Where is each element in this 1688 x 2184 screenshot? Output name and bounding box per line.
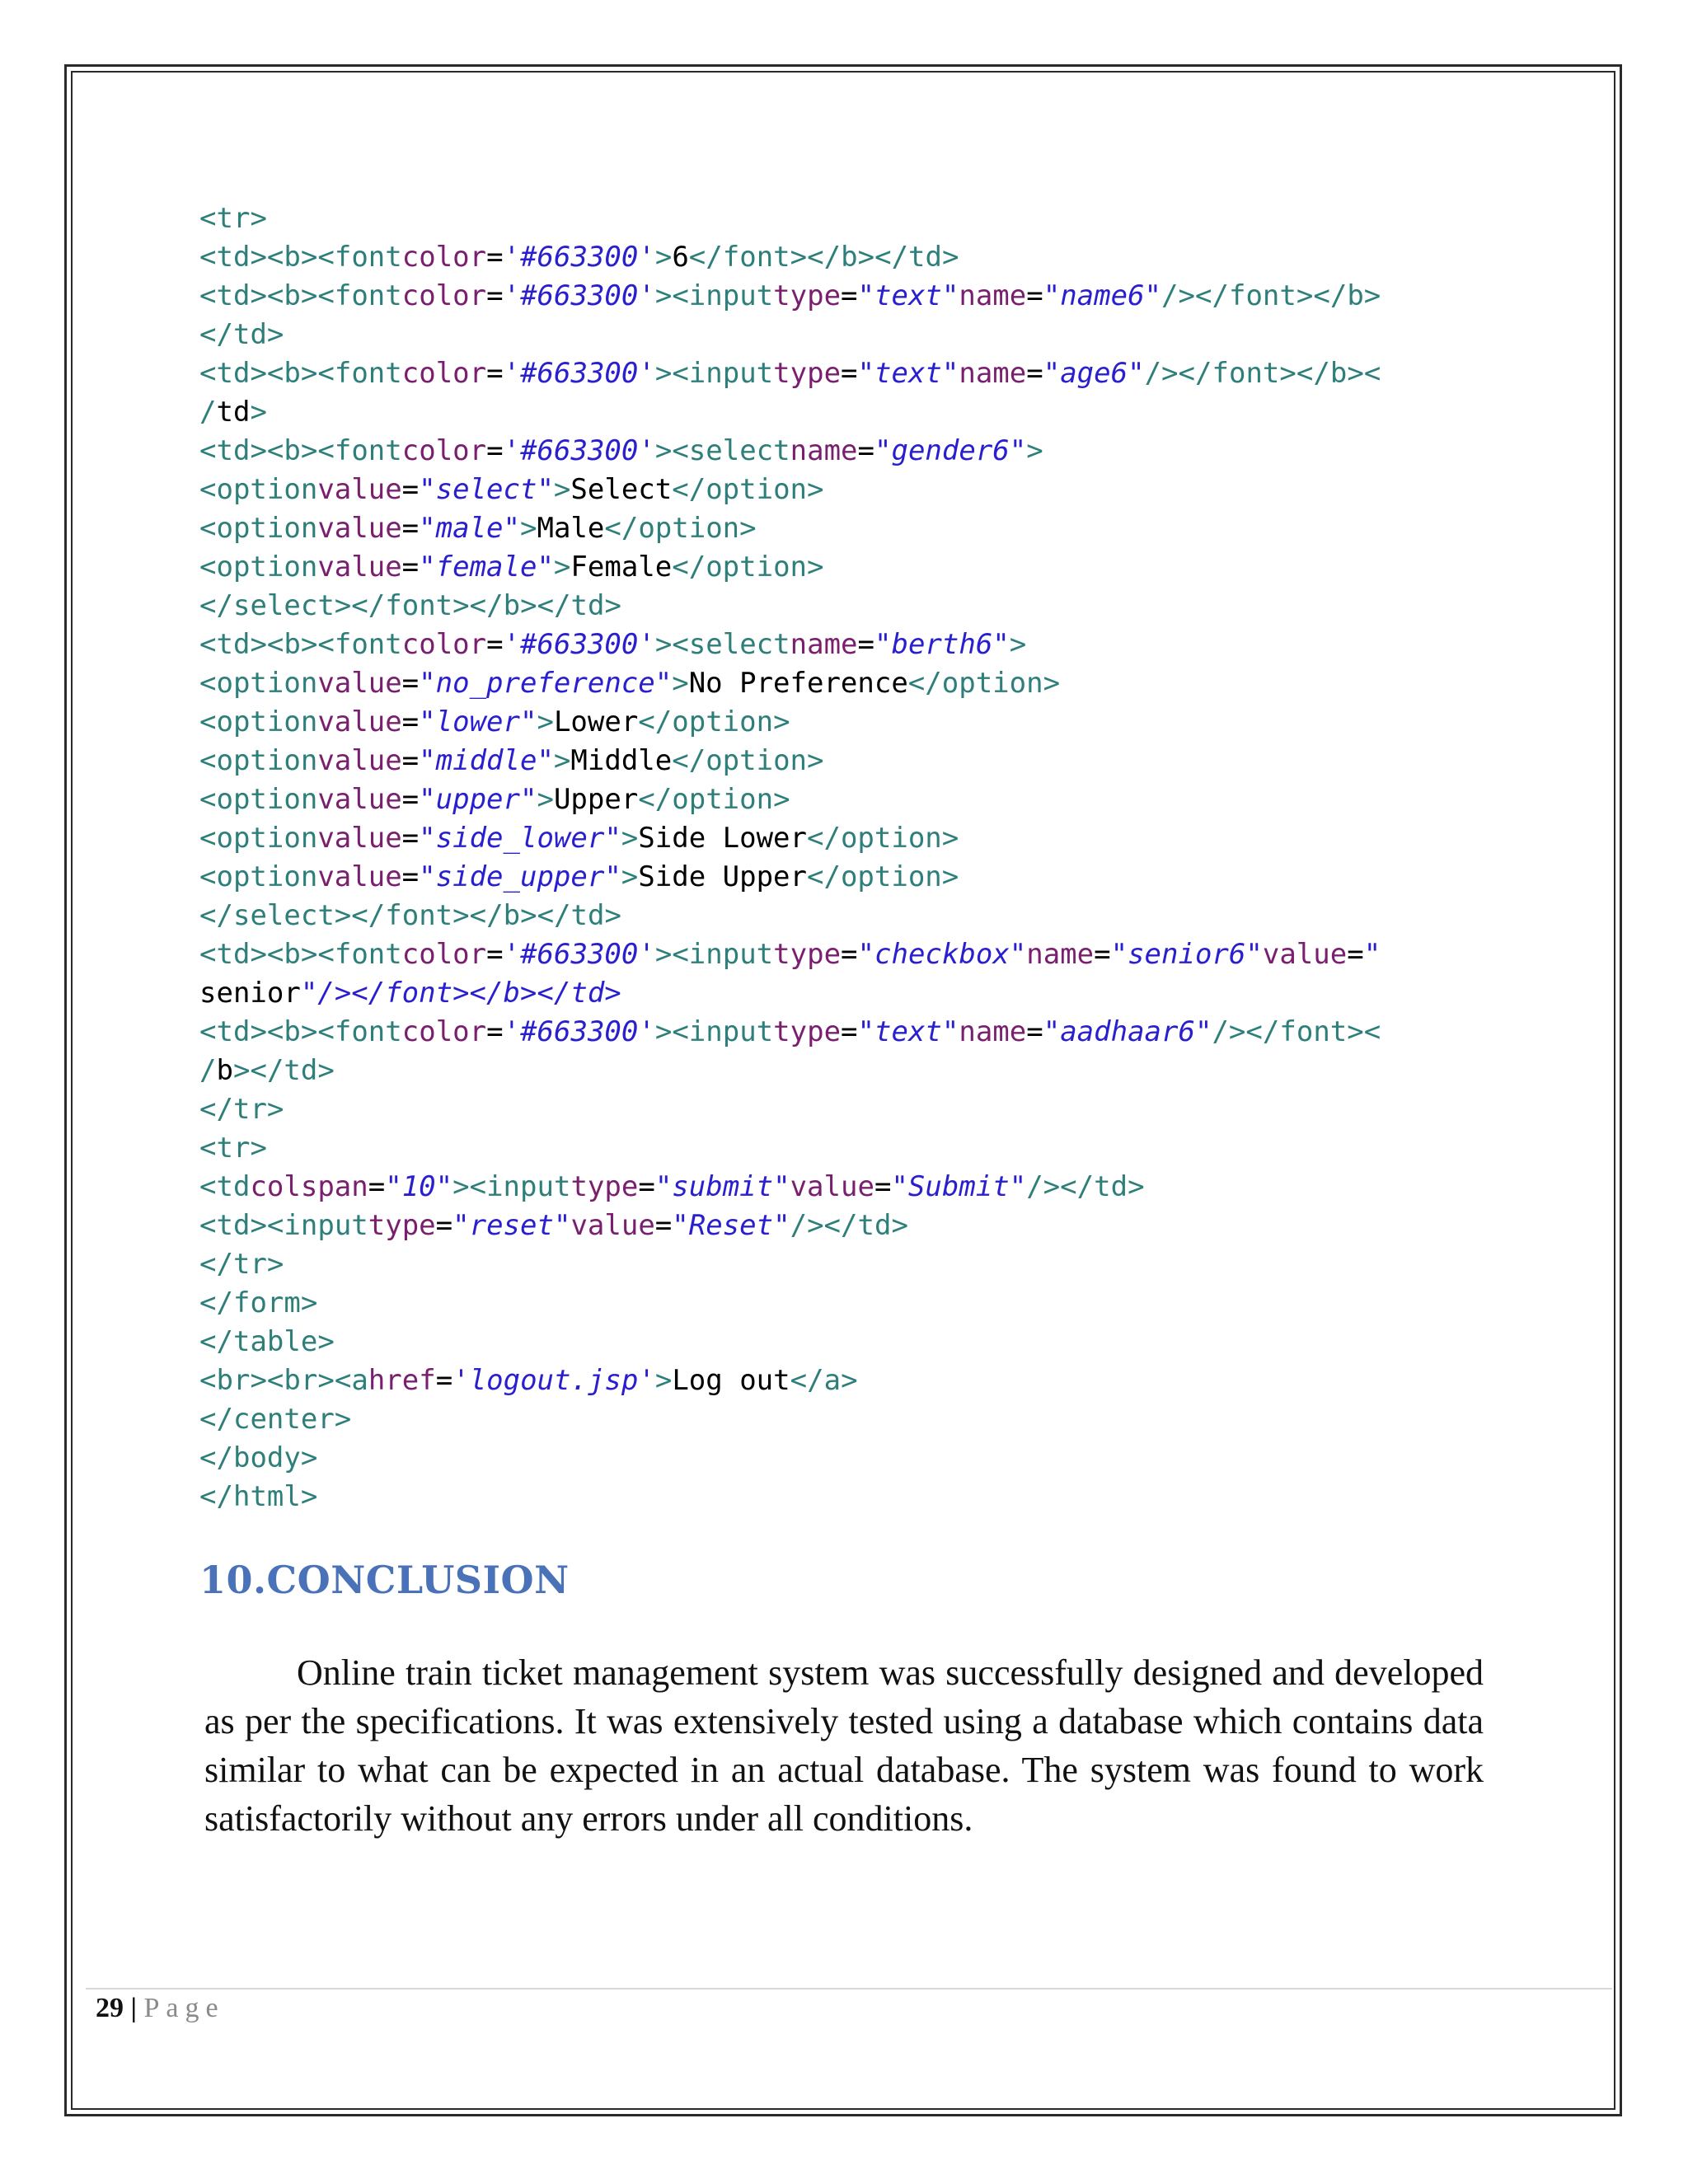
- code-line: <optionvalue="side_upper">Side Upper</option>: [199, 860, 959, 893]
- conclusion-paragraph: Online train ticket management system was successfully designed and developed as per the specifications. It was extensively tested using a database which contains data similar to what can be expected in an actual database. The system was found to work satisfactorily without any errors under all conditions.: [204, 1652, 1484, 1839]
- page-label: Page: [143, 1993, 225, 2023]
- code-line: <optionvalue="upper">Upper</option>: [199, 783, 790, 816]
- code-line: <td><b><fontcolor='#663300'>6</font></b></td>: [199, 241, 959, 274]
- code-line: <tr>: [199, 1132, 267, 1165]
- code-line: <td><b><fontcolor='#663300'><inputtype="text"name="name6"/></font></b>: [199, 279, 1381, 312]
- code-line: <tdcolspan="10"><inputtype="submit"value="Submit"/></td>: [199, 1170, 1145, 1203]
- page-footer: [96, 1993, 225, 2024]
- code-line: <tr>: [199, 202, 267, 235]
- section-heading: 10.CONCLUSION: [199, 1558, 570, 1602]
- page-number: 29: [96, 1993, 124, 2023]
- code-line: <optionvalue="male">Male</option>: [199, 512, 757, 545]
- code-line: </select></font></b></td>: [199, 589, 621, 622]
- code-line: <td><b><fontcolor='#663300'><selectname="gender6">: [199, 434, 1043, 467]
- code-listing: [199, 199, 1502, 1516]
- code-line: </html>: [199, 1480, 318, 1513]
- code-line: </tr>: [199, 1093, 284, 1126]
- footer-divider: [86, 1988, 1612, 1990]
- code-line: <td><b><fontcolor='#663300'><selectname="berth6">: [199, 628, 1027, 661]
- footer-separator: |: [130, 1993, 137, 2023]
- code-line: /b></td>: [199, 1054, 335, 1087]
- code-line: <optionvalue="side_lower">Side Lower</option>: [199, 822, 959, 855]
- code-line: <br><br><ahref='logout.jsp'>Log out</a>: [199, 1364, 858, 1397]
- code-line: </form>: [199, 1286, 318, 1319]
- code-line: <td><b><fontcolor='#663300'><inputtype="checkbox"name="senior6"value=": [199, 938, 1381, 971]
- code-line: /td>: [199, 396, 267, 429]
- code-line: <td><b><fontcolor='#663300'><inputtype="text"name="aadhaar6"/></font><: [199, 1015, 1381, 1048]
- code-line: </tr>: [199, 1248, 284, 1281]
- code-line: </body>: [199, 1441, 318, 1474]
- code-line: </td>: [199, 318, 284, 351]
- code-line: <optionvalue="middle">Middle</option>: [199, 744, 824, 777]
- code-line: </table>: [199, 1325, 335, 1358]
- code-line: </center>: [199, 1403, 352, 1436]
- code-line: </select></font></b></td>: [199, 899, 621, 932]
- code-line: <td><inputtype="reset"value="Reset"/></td>: [199, 1209, 908, 1242]
- code-line: <optionvalue="select">Select</option>: [199, 473, 824, 506]
- code-line: senior"/></font></b></td>: [199, 977, 621, 1010]
- code-line: <td><b><fontcolor='#663300'><inputtype="text"name="age6"/></font></b><: [199, 357, 1381, 390]
- code-line: <optionvalue="female">Female</option>: [199, 551, 824, 583]
- code-line: <optionvalue="lower">Lower</option>: [199, 705, 790, 738]
- code-line: <optionvalue="no_preference">No Preference</option>: [199, 667, 1061, 700]
